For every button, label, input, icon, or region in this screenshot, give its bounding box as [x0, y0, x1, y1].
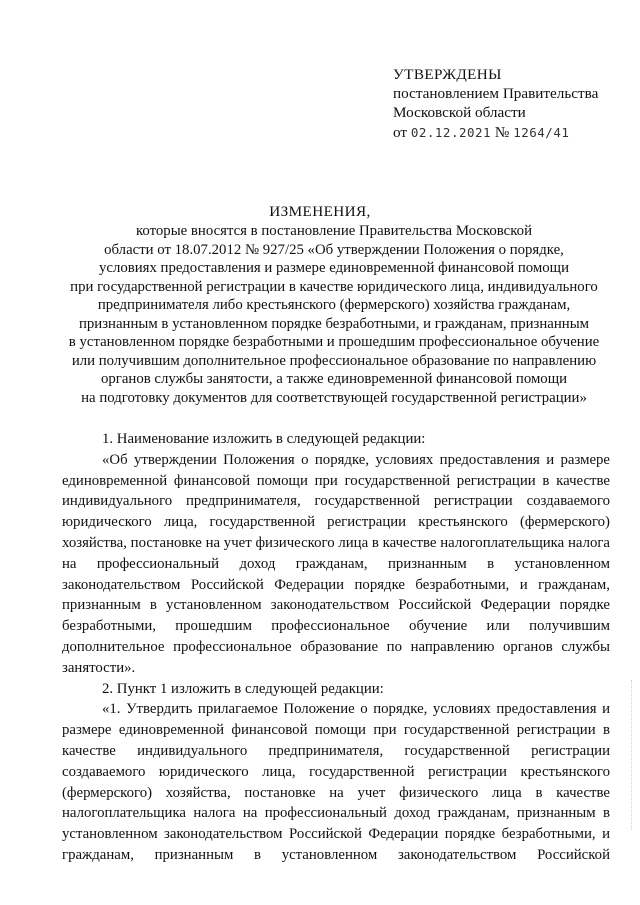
item-2-text: «1. Утвердить прилагаемое Положение о порядке, условиях предоставления и размере единовременной финансовой помощи при государственной регистрации в качестве индивидуального предпринимателя, государственной регистрации создаваемого юридического лица, государственной регистрации крестьянского (фермерского) хозяйства, постановке на учет физического лица в качестве налогоплательщика налога на профессиональный доход гражданам, признанным в установленном законодательством Российской Федерации порядке безработными, и гражданам, признанным в установленном законодательством Российской — [62, 701, 610, 863]
subtitle-line: которые вносятся в постановление Правительства Московской — [136, 223, 532, 239]
subtitle-line: органов службы занятости, а также единовременной финансовой помощи — [100, 371, 568, 387]
approval-line-2: Московской области — [393, 104, 526, 122]
approval-line-1: постановлением Правительства — [393, 85, 599, 103]
from-label: от — [393, 123, 408, 141]
approval-date-line — [393, 123, 633, 142]
approval-date: 02.12.2021 — [410, 124, 492, 140]
scan-edge-artifact — [631, 680, 638, 830]
document-title: ИЗМЕНЕНИЯ, — [269, 203, 371, 220]
subtitle-line: в установленном порядке безработными и прошедшим профессиональное обучение — [68, 334, 600, 350]
subtitle-line: на подготовку документов для соответствующей государственной регистрации» — [81, 389, 587, 406]
item-1-intro: 1. Наименование изложить в следующей редакции: — [102, 431, 426, 447]
subtitle-line: условиях предоставления и размере единовременной финансовой помощи — [99, 260, 569, 276]
approval-number: 1264/41 — [513, 124, 570, 140]
subtitle-line: признанным в установленном порядке безработными, и гражданам, признанным — [78, 315, 590, 332]
approval-title: УТВЕРЖДЕНЫ — [393, 66, 502, 83]
subtitle-line: или получившим дополнительное профессиональное образование по направлению — [71, 352, 597, 369]
number-label: № — [494, 123, 510, 141]
subtitle-line: при государственной регистрации в качестве юридического лица, индивидуального — [70, 278, 598, 295]
item-1-text: «Об утверждении Положения о порядке, условиях предоставления и размере единовременной финансовой помощи при государственной регистрации в качестве индивидуального предпринимателя, государственной регистрации создаваемого юридического лица, государственной регистрации крестьянского (фермерского) хозяйства, постановке на учет физического лица в качестве налогоплательщика налога на профессиональный доход гражданам, признанным в установленном законодательством Российской Федерации порядке безработными, и гражданам, признанным в установленном законодательством Российской Федерации порядке безработными, прошедшим профессиональное обучение или получившим дополнительное профессиональное образование по направлению органов службы занятости». — [62, 451, 610, 676]
subtitle-line: предпринимателя либо крестьянского (фермерского) хозяйства гражданам, — [97, 297, 571, 313]
document-body — [62, 429, 610, 866]
item-2-intro: 2. Пункт 1 изложить в следующей редакции: — [102, 680, 384, 697]
document-subtitle — [60, 222, 608, 407]
approval-stamp — [393, 65, 633, 142]
subtitle-line: области от 18.07.2012 № 927/25 «Об утверждении Положения о порядке, — [104, 241, 564, 258]
